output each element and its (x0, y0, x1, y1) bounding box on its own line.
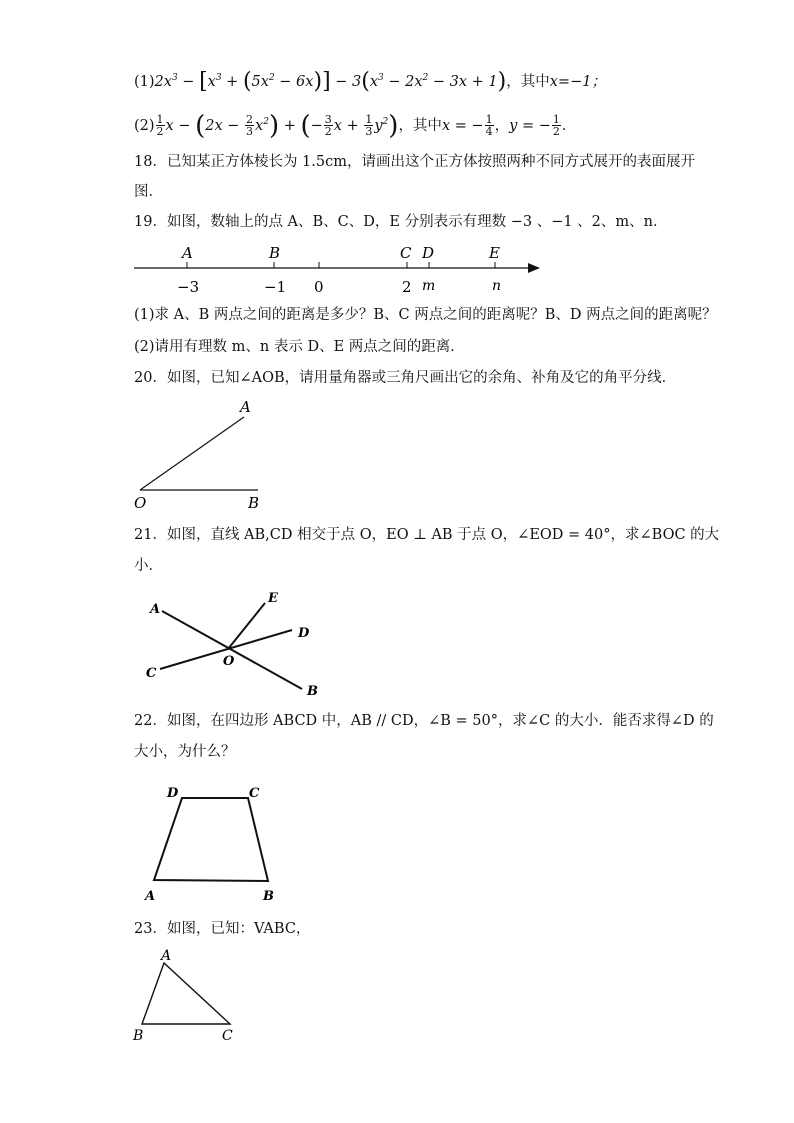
label-c: C (249, 786, 260, 801)
label-a: A (161, 948, 172, 964)
value-label-b: −1 (264, 278, 287, 296)
number-line-arrow (528, 263, 540, 273)
q17-p2-end: ． (561, 117, 577, 134)
label-b: B (133, 1028, 144, 1044)
q22-line1: 22．如图，在四边形 ABCD 中，AB // CD，∠B = 50°，求∠C 的大小．能否求得∠D 的 (134, 713, 714, 729)
value-label-d: m (422, 278, 436, 294)
point-label-c: C (400, 244, 412, 262)
label-b: B (248, 494, 260, 512)
triangle-abc-figure (130, 945, 250, 1050)
angle-aob-figure (130, 395, 280, 515)
q19-sub1: (1)求 A、B 两点之间的距离是多少？B、C 两点之间的距离呢？B、D 两点之间的距离呢？ (134, 307, 717, 323)
point-label-e: E (489, 244, 500, 262)
q17-part1: $(1)2x^3 - [x^3 + (5x^2 - 6x)] - 3(x^3 - 2x^2 - 3x + 1)$，其中x=−1； (134, 68, 606, 94)
q22-line2: 大小，为什么？ (134, 744, 236, 760)
point-label-a: A (182, 244, 193, 262)
q17-p1-cond: x=−1； (549, 73, 606, 90)
label-b: B (263, 889, 274, 904)
value-label-zero: 0 (314, 278, 324, 296)
point-label-b: B (269, 244, 281, 262)
triangle-abc (142, 963, 230, 1024)
point-label-d: D (422, 244, 435, 262)
q17-p1-label: (1) (134, 73, 155, 90)
ray-oa (140, 417, 244, 490)
q17-p2-where: ，其中 (398, 117, 442, 134)
trapezoid-abcd (154, 798, 268, 881)
label-a: A (240, 398, 251, 416)
q19-line1: 19．如图，数轴上的点 A、B、C、D，E 分别表示有理数 −3 、−1 、2、m、n． (134, 214, 668, 230)
trapezoid-figure (130, 780, 290, 905)
label-a: A (145, 889, 156, 904)
q17-p2-label: (2) (134, 117, 155, 134)
ray-oe (228, 603, 265, 649)
label-d: D (298, 626, 310, 641)
q17-part2: (2) $\frac{1}{2}$ x − (2x − $\frac{2}{3}$ $x^2$) + (− $\frac{3}{2}$ x + $\frac{1}{3}$ $y^2$)，其中x = − $\frac{1}{4}$ ，y = − $\frac{1}{2}$ ． (134, 110, 577, 141)
label-d: D (167, 786, 179, 801)
q18-line1: 18．已知某正方体棱长为 1.5cm，请画出这个正方体按照两种不同方式展开的表面展开 (134, 154, 695, 170)
label-o: O (223, 654, 235, 669)
value-label-a: −3 (177, 278, 200, 296)
value-label-c: 2 (402, 278, 412, 296)
label-e: E (268, 591, 278, 606)
q21-line2: 小． (134, 558, 163, 574)
label-c: C (222, 1028, 233, 1044)
value-label-e: n (492, 278, 502, 294)
q19-sub2: (2)请用有理数 m、n 表示 D、E 两点之间的距离． (134, 339, 465, 355)
intersecting-lines-figure (130, 585, 330, 700)
label-b: B (307, 684, 318, 699)
label-a: A (150, 602, 161, 617)
q17-p2-cond-x: x = − (441, 117, 484, 134)
line-ab (162, 611, 302, 689)
q17-p1-where: ，其中 (506, 73, 550, 90)
number-line-figure (130, 240, 550, 300)
q21-line1: 21．如图，直线 AB,CD 相交于点 O，EO ⊥ AB 于点 O，∠EOD = 40°，求∠BOC 的大 (134, 527, 720, 543)
q17-p2-sep: ， (494, 117, 510, 134)
q20-line1: 20．如图，已知∠AOB，请用量角器或三角尺画出它的余角、补角及它的角平分线． (134, 370, 677, 386)
label-c: C (146, 666, 157, 681)
q23-line1: 23．如图，已知：VABC， (134, 921, 311, 937)
label-o: O (134, 494, 147, 512)
q18-line2: 图． (134, 184, 163, 200)
q17-p2-cond-y: y = − (509, 117, 551, 134)
